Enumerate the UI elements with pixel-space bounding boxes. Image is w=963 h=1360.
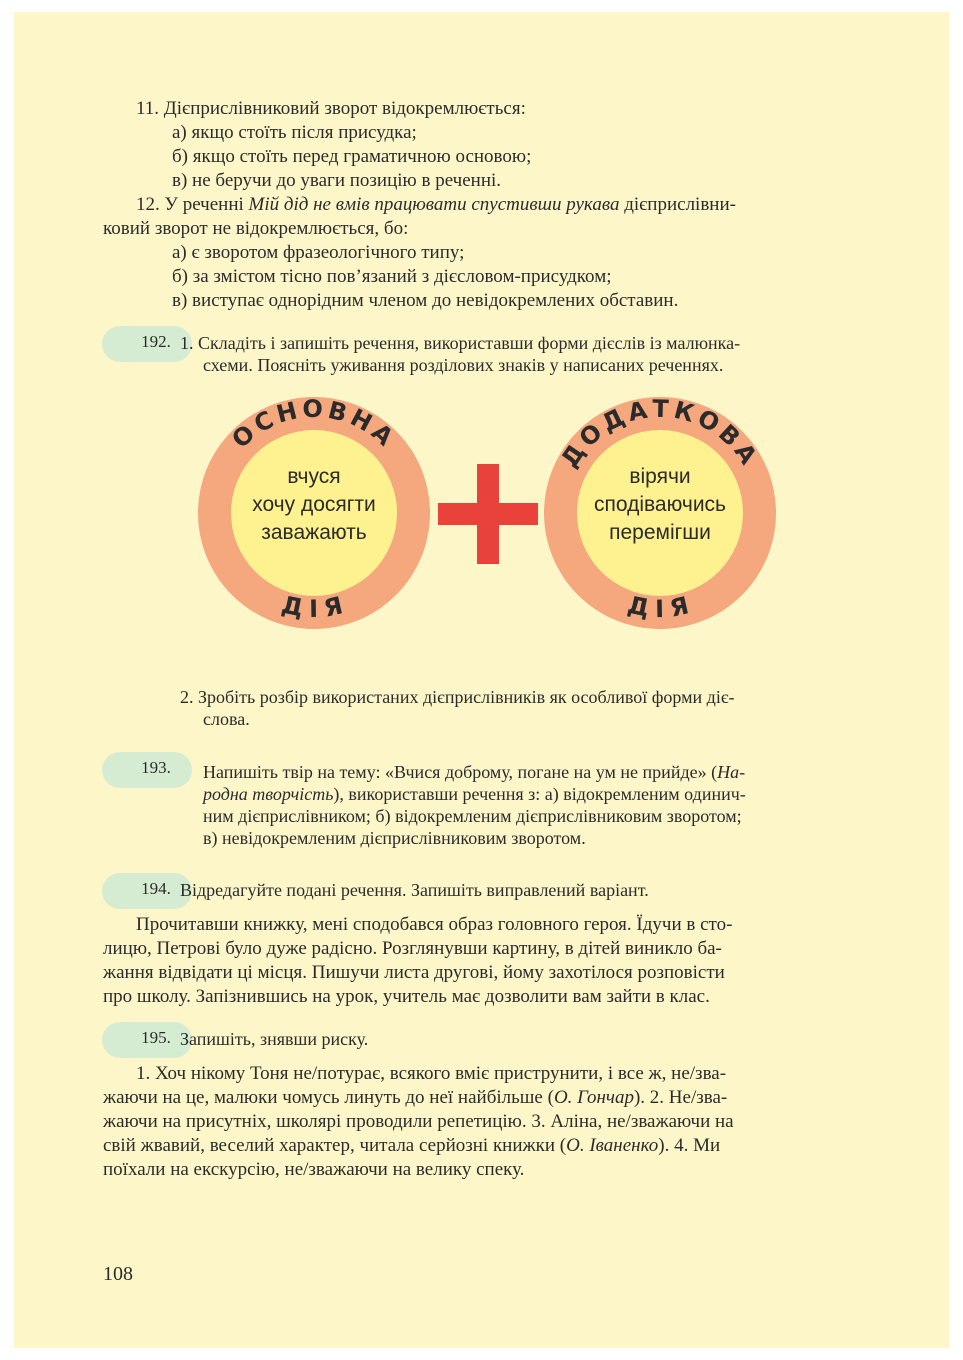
ex195-text: поїхали на екскурсію, не/зважаючи на велику спеку. (103, 1159, 525, 1180)
option-c: в) виступає однорідним членом до невідокремлених обставин. (172, 290, 679, 311)
diagram-labels (0, 380, 963, 650)
exercise-number-195: 195. (120, 1022, 192, 1058)
ex194-text: Прочитавши книжку, мені сподобався образ головного героя. Їдучи в сто- (136, 914, 733, 935)
exercise-number-193: 193. (120, 752, 192, 788)
exercise-number-192: 192. (120, 326, 192, 362)
test-item-12-cont: ковий зворот не відокремлюється, бо: (103, 218, 409, 239)
participle-word: вірячи (629, 465, 691, 488)
ex193-line4: в) невідокремленим дієприслівниковим зворотом. (203, 828, 586, 848)
ex194-task: Відредагуйте подані речення. Запишіть виправлений варіант. (180, 880, 649, 900)
ex193-line3: ним дієприслівником; б) відокремленим дієприслівниковим зворотом; (203, 806, 742, 826)
verb-word: хочу досягти (252, 493, 376, 516)
option-b: б) за змістом тісно пов’язаний з дієсловом-присудком; (172, 266, 612, 287)
ex192-task2: 2. Зробіть розбір використаних дієприслівників як особливої форми діє- (180, 687, 735, 707)
ex195-text: 1. Хоч нікому Тоня не/потурає, всякого вміє приструнити, і все ж, не/зва- (136, 1063, 727, 1084)
arc-label-action-right: ДІЯ (625, 590, 696, 624)
ex194-text: про школу. Запізнившись на урок, учитель має дозволити вам зайти в клас. (103, 986, 710, 1007)
ex193-line1: Напишіть твір на тему: «Вчися доброму, погане на ум не прийде» (На- (203, 762, 746, 782)
participle-word: сподіваючись (593, 493, 727, 516)
test-item-12: 12. У реченні Мій дід не вмів працювати спустивши рукава дієприслівни- (136, 194, 736, 215)
ex195-text: жаючи на присутніх, школярі проводили репетицію. 3. Аліна, не/зважаючи на (103, 1111, 734, 1132)
test-item-11: 11. Дієприслівниковий зворот відокремлюється: (136, 98, 526, 119)
ex193-line2: родна творчість), використавши речення з: а) відокремленим одинич- (203, 784, 746, 804)
verb-word: вчуся (287, 465, 341, 488)
ex192-task1: 1. Складіть і запишіть речення, використавши форми дієслів із малюнка- (180, 333, 741, 353)
ex194-text: лицю, Петрові було дуже радісно. Розглянувши картину, в дітей виникло ба- (103, 938, 722, 959)
participle-word: перемігши (609, 521, 711, 544)
ex192-task2-cont: слова. (203, 709, 250, 729)
page-number: 108 (103, 1263, 133, 1285)
exercise-number-194: 194. (120, 873, 192, 909)
arc-label-action-left: ДІЯ (279, 590, 350, 624)
arc-label-additional-action: ДОДАТКОВА (555, 394, 765, 473)
verb-word: заважають (261, 521, 367, 544)
option-a: а) якщо стоїть після присудка; (172, 122, 417, 143)
option-a: а) є зворотом фразеологічного типу; (172, 242, 465, 263)
ex195-task: Запишіть, знявши риску. (180, 1029, 369, 1049)
ex192-task1-cont: схеми. Поясніть уживання розділових знаків у написаних реченнях. (203, 355, 724, 375)
ex194-text: жання відвідати ці місця. Пишучи листа другові, йому захотілося розповісти (103, 962, 725, 983)
option-c: в) не беручи до уваги позицію в реченні. (172, 170, 502, 191)
arc-label-main-action: ОСНОВНА (226, 394, 402, 454)
option-b: б) якщо стоїть перед граматичною основою; (172, 146, 532, 167)
ex195-text: жаючи на це, малюки чомусь линуть до неї найбільше (О. Гончар). 2. Не/зва- (103, 1087, 728, 1108)
ex195-text: свій жвавий, веселий характер, читала серйозні книжки (О. Іваненко). 4. Ми (103, 1135, 721, 1156)
